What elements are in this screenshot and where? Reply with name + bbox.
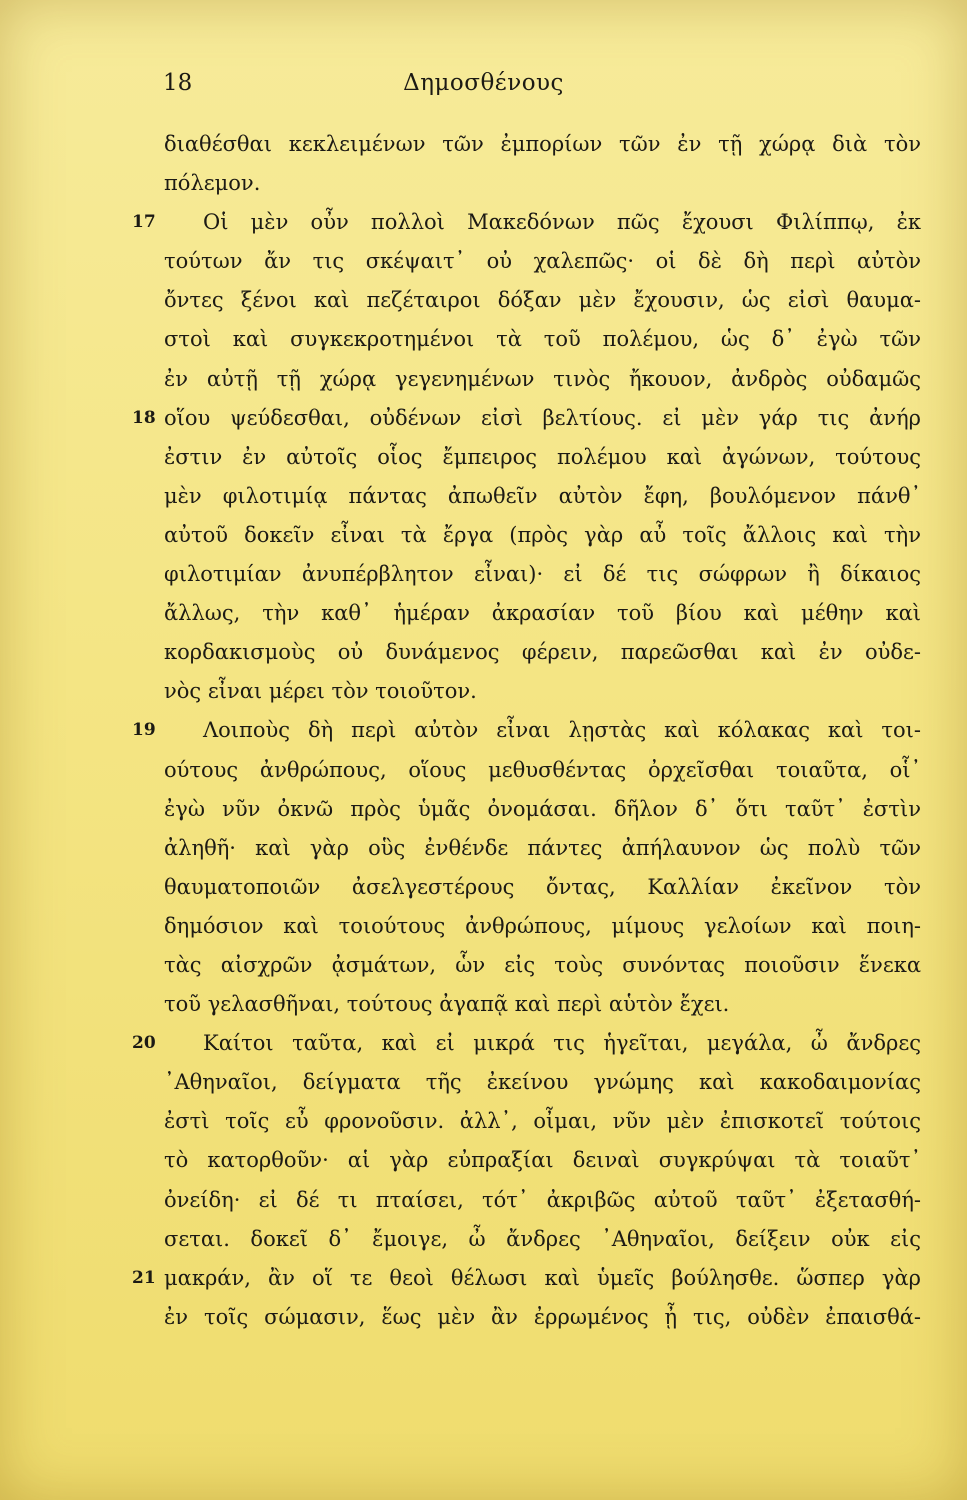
text-line bbox=[0, 476, 967, 515]
text-line bbox=[0, 319, 967, 358]
running-title: Δημοσθένους bbox=[403, 70, 564, 96]
line-text: Οἱ μὲν οὖν πολλοὶ Μακεδόνων πῶς ἔχουσι Φιλίππῳ, ἐκ bbox=[203, 210, 921, 235]
line-text: μακράν, ἂν οἵ τε θεοὶ θέλωσι καὶ ὑμεῖς βούλησθε. ὥσπερ γὰρ bbox=[164, 1265, 921, 1290]
line-text: νὸς εἶναι μέρει τὸν τοιοῦτον. bbox=[164, 679, 477, 704]
line-text: ἐν αὐτῇ τῇ χώρᾳ γεγενημένων τινὸς ἤκουον, ἀνδρὸς οὐδαμῶς bbox=[164, 366, 921, 391]
line-text: ᾽Αθηναῖοι, δείγματα τῆς ἐκείνου γνώμης καὶ κακοδαιμονίας bbox=[164, 1070, 921, 1095]
line-text: ἐστιν ἐν αὐτοῖς οἷος ἔμπειρος πολέμου καὶ ἀγώνων, τούτους bbox=[164, 444, 921, 469]
line-text: τὰς αἰσχρῶν ᾀσμάτων, ὧν εἰς τοὺς συνόντας ποιοῦσιν ἕνεκα bbox=[164, 952, 921, 977]
text-line bbox=[0, 945, 967, 984]
line-text: ούτους ἀνθρώπους, οἵους μεθυσθέντας ὀρχεῖσθαι τοιαῦτα, οἷ᾽ bbox=[164, 757, 921, 782]
text-line bbox=[0, 515, 967, 554]
line-text: οἵου ψεύδεσθαι, οὐδένων εἰσὶ βελτίους. εἰ μὲν γάρ τις ἀνήρ bbox=[164, 405, 921, 430]
text-line bbox=[0, 1258, 967, 1297]
line-text: ἐν τοῖς σώμασιν, ἕως μὲν ἂν ἐρρωμένος ᾖ τις, οὐδὲν ἐπαισθά- bbox=[164, 1304, 921, 1329]
body-text bbox=[0, 124, 967, 1336]
text-line bbox=[0, 984, 967, 1023]
text-line bbox=[0, 359, 967, 398]
line-text: τούτων ἄν τις σκέψαιτ᾽ οὐ χαλεπῶς· οἱ δὲ δὴ περὶ αὐτὸν bbox=[164, 249, 921, 274]
text-line bbox=[0, 1180, 967, 1219]
line-text: αὐτοῦ δοκεῖν εἶναι τὰ ἔργα (πρὸς γὰρ αὖ τοῖς ἄλλοις καὶ τὴν bbox=[164, 522, 921, 547]
text-line bbox=[0, 1062, 967, 1101]
line-text: Λοιποὺς δὴ περὶ αὐτὸν εἶναι λῃστὰς καὶ κόλακας καὶ τοι- bbox=[203, 718, 921, 743]
line-text: φιλοτιμίαν ἀνυπέρβλητον εἶναι)· εἰ δέ τις σώφρων ἢ δίκαιος bbox=[164, 562, 921, 587]
text-line bbox=[0, 241, 967, 280]
text-line bbox=[0, 1140, 967, 1179]
line-text: τὸ κατορθοῦν· αἱ γὰρ εὐπραξίαι δειναὶ συγκρύψαι τὰ τοιαῦτ᾽ bbox=[164, 1148, 921, 1173]
line-text: Καίτοι ταῦτα, καὶ εἰ μικρά τις ἡγεῖται, μεγάλα, ὦ ἄνδρες bbox=[203, 1031, 921, 1056]
text-line bbox=[0, 750, 967, 789]
text-line bbox=[0, 710, 967, 749]
line-text: ἐγὼ νῦν ὀκνῶ πρὸς ὑμᾶς ὀνομάσαι. δῆλον δ᾽ ὅτι ταῦτ᾽ ἐστὶν bbox=[164, 796, 921, 821]
text-line bbox=[0, 828, 967, 867]
text-line bbox=[0, 789, 967, 828]
text-line bbox=[0, 1101, 967, 1140]
line-text: δημόσιον καὶ τοιούτους ἀνθρώπους, μίμους γελοίων καὶ ποιη- bbox=[164, 913, 921, 938]
line-text: στοὶ καὶ συγκεκροτημένοι τὰ τοῦ πολέμου, ὡς δ᾽ ἐγὼ τῶν bbox=[164, 327, 921, 352]
line-text: ὀνείδη· εἰ δέ τι πταίσει, τότ᾽ ἀκριβῶς αὐτοῦ ταῦτ᾽ ἐξετασθή- bbox=[164, 1187, 921, 1212]
text-line bbox=[0, 280, 967, 319]
section-number: 19 bbox=[132, 720, 156, 741]
line-text: σεται. δοκεῖ δ᾽ ἔμοιγε, ὦ ἄνδρες ᾽Αθηναῖοι, δείξειν οὐκ εἰς bbox=[164, 1226, 921, 1251]
text-line bbox=[0, 1297, 967, 1336]
text-line bbox=[0, 593, 967, 632]
line-text: μὲν φιλοτιμίᾳ πάντας ἀπωθεῖν αὐτὸν ἔφη, βουλόμενον πάνθ᾽ bbox=[164, 483, 921, 508]
line-text: κορδακισμοὺς οὐ δυνάμενος φέρειν, παρεῶσθαι καὶ ἐν οὐδε- bbox=[164, 640, 921, 665]
section-number: 17 bbox=[132, 212, 156, 233]
text-line bbox=[0, 906, 967, 945]
line-text: διαθέσθαι κεκλειμένων τῶν ἐμπορίων τῶν ἐν τῇ χώρᾳ διὰ τὸν bbox=[164, 132, 921, 156]
section-number: 21 bbox=[132, 1267, 156, 1288]
text-line bbox=[0, 671, 967, 710]
text-line bbox=[0, 163, 967, 202]
text-line bbox=[0, 1219, 967, 1258]
line-text: ἄλλως, τὴν καθ᾽ ἡμέραν ἀκρασίαν τοῦ βίου καὶ μέθην καὶ bbox=[164, 601, 921, 626]
text-line bbox=[0, 632, 967, 671]
text-line bbox=[0, 398, 967, 437]
text-line bbox=[0, 124, 967, 163]
line-text: ὄντες ξένοι καὶ πεζέταιροι δόξαν μὲν ἔχουσιν, ὡς εἰσὶ θαυμα- bbox=[164, 288, 921, 313]
line-text: πόλεμον. bbox=[164, 171, 261, 196]
line-text: τοῦ γελασθῆναι, τούτους ἀγαπᾷ καὶ περὶ αὑτὸν ἔχει. bbox=[164, 992, 730, 1017]
section-number: 18 bbox=[132, 407, 156, 428]
page-number: 18 bbox=[163, 70, 193, 96]
text-line bbox=[0, 202, 967, 241]
text-line bbox=[0, 554, 967, 593]
text-line bbox=[0, 437, 967, 476]
text-line bbox=[0, 867, 967, 906]
line-text: θαυματοποιῶν ἀσελγεστέρους ὄντας, Καλλίαν ἐκεῖνον τὸν bbox=[164, 874, 921, 899]
line-text: ἐστὶ τοῖς εὖ φρονοῦσιν. ἀλλ᾽, οἶμαι, νῦν μὲν ἐπισκοτεῖ τούτοις bbox=[164, 1109, 921, 1134]
line-text: ἀληθῆ· καὶ γὰρ οὓς ἐνθένδε πάντες ἀπήλαυνον ὡς πολὺ τῶν bbox=[164, 835, 921, 860]
text-line bbox=[0, 1023, 967, 1062]
section-number: 20 bbox=[132, 1033, 156, 1054]
page-header bbox=[0, 66, 967, 106]
